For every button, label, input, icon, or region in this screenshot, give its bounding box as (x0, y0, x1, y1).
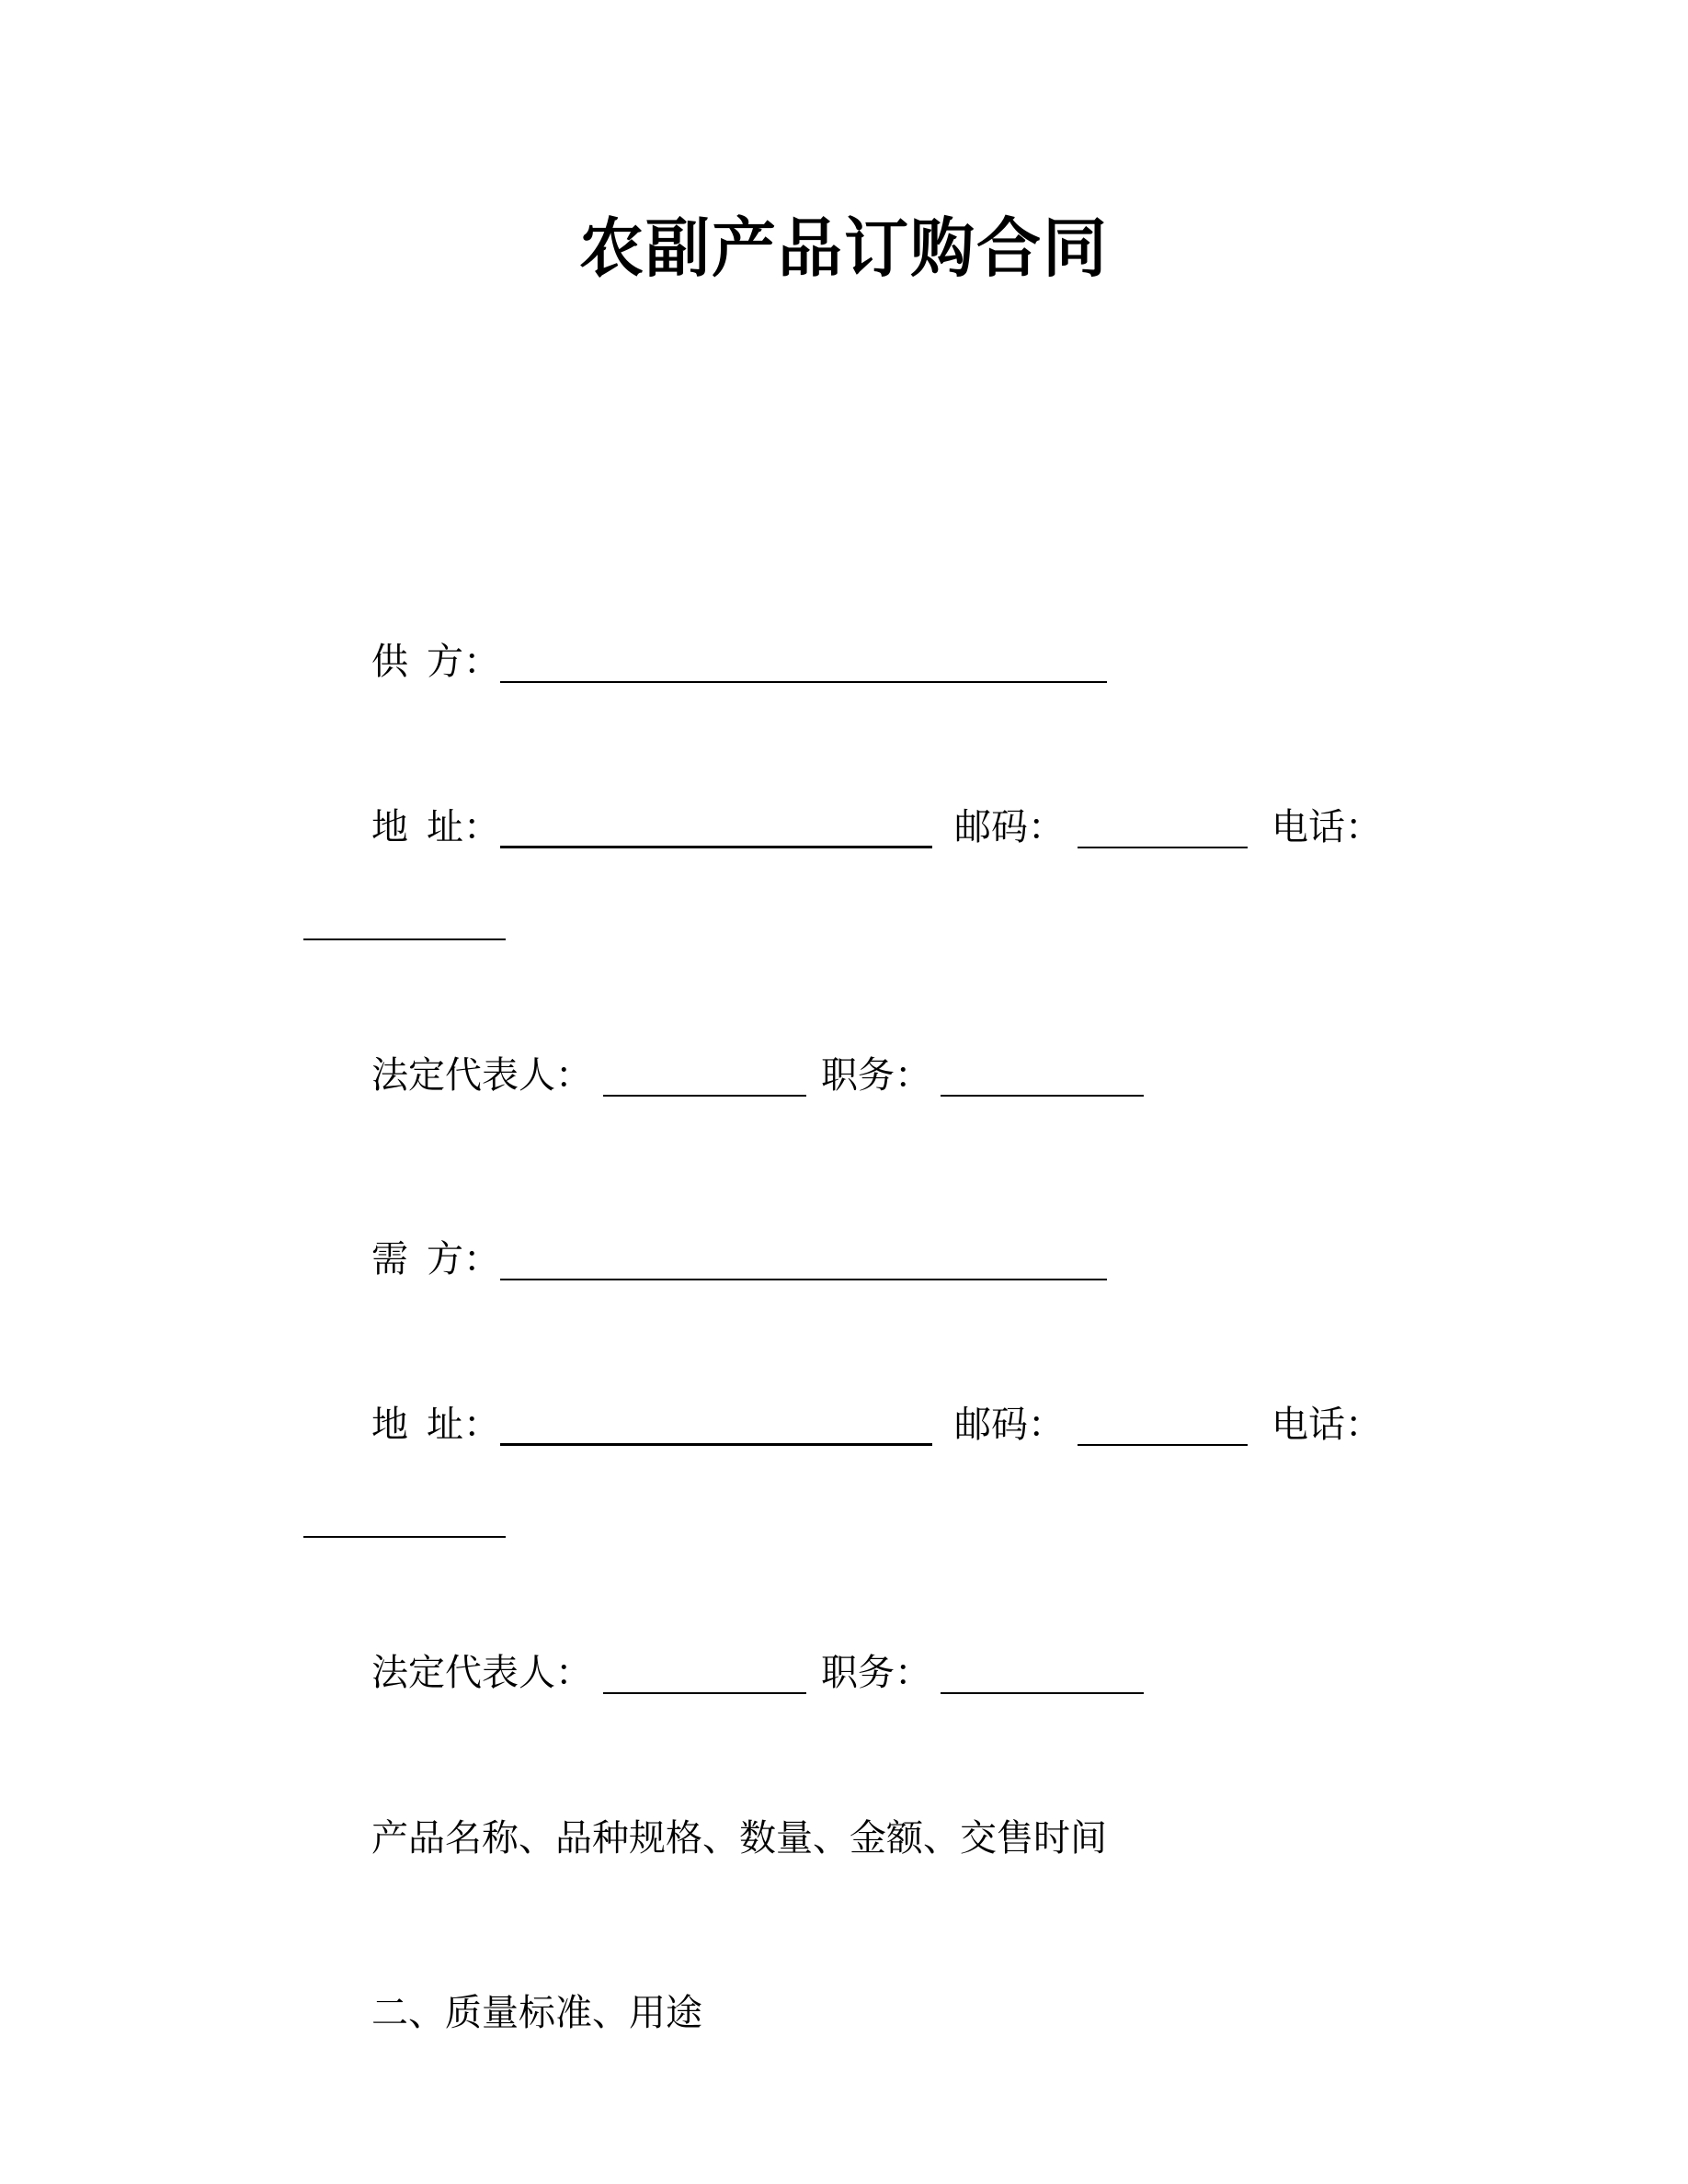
supplier-postcode-blank (1078, 802, 1248, 848)
document-body (0, 524, 1688, 2033)
buyer-phone-blank (303, 1492, 506, 1538)
buyer-legal-rep-blank (603, 1648, 806, 1694)
supplier-position-blank (941, 1051, 1144, 1097)
buyer-line (248, 1121, 1440, 1280)
supplier-phone-label: 电话： (1272, 806, 1382, 847)
document-title: 农副产品订购合同 (579, 212, 1109, 284)
buyer-position-blank (941, 1648, 1144, 1694)
supplier-address-blank (500, 802, 932, 848)
buyer-address-label: 地 址： (371, 1404, 500, 1445)
buyer-postcode-blank (1078, 1400, 1248, 1446)
buyer-position-label: 职务： (821, 1652, 931, 1693)
buyer-name-blank (500, 1234, 1107, 1280)
quality-heading-line (248, 1875, 1440, 2033)
supplier-line (248, 524, 1440, 682)
products-heading: 产品名称、品种规格、数量、金额、交售时间 (371, 1817, 1107, 1859)
buyer-phone-label: 电话： (1272, 1404, 1382, 1445)
supplier-name-blank (500, 637, 1107, 683)
supplier-postcode-label: 邮码： (954, 806, 1065, 847)
buyer-label: 需 方： (371, 1238, 500, 1280)
buyer-address-blank (500, 1399, 932, 1446)
supplier-label: 供 方： (371, 641, 500, 682)
supplier-address-label: 地 址： (371, 806, 500, 847)
supplier-position-label: 职务： (821, 1054, 931, 1096)
supplier-legal-rep-blank (603, 1051, 806, 1097)
quality-heading: 二、质量标准、用途 (371, 1992, 702, 2033)
supplier-legal-rep-label: 法定代表人： (371, 1054, 592, 1096)
buyer-legal-rep-label: 法定代表人： (371, 1652, 592, 1693)
supplier-phone-blank (303, 894, 506, 940)
buyer-postcode-label: 邮码： (954, 1404, 1065, 1445)
